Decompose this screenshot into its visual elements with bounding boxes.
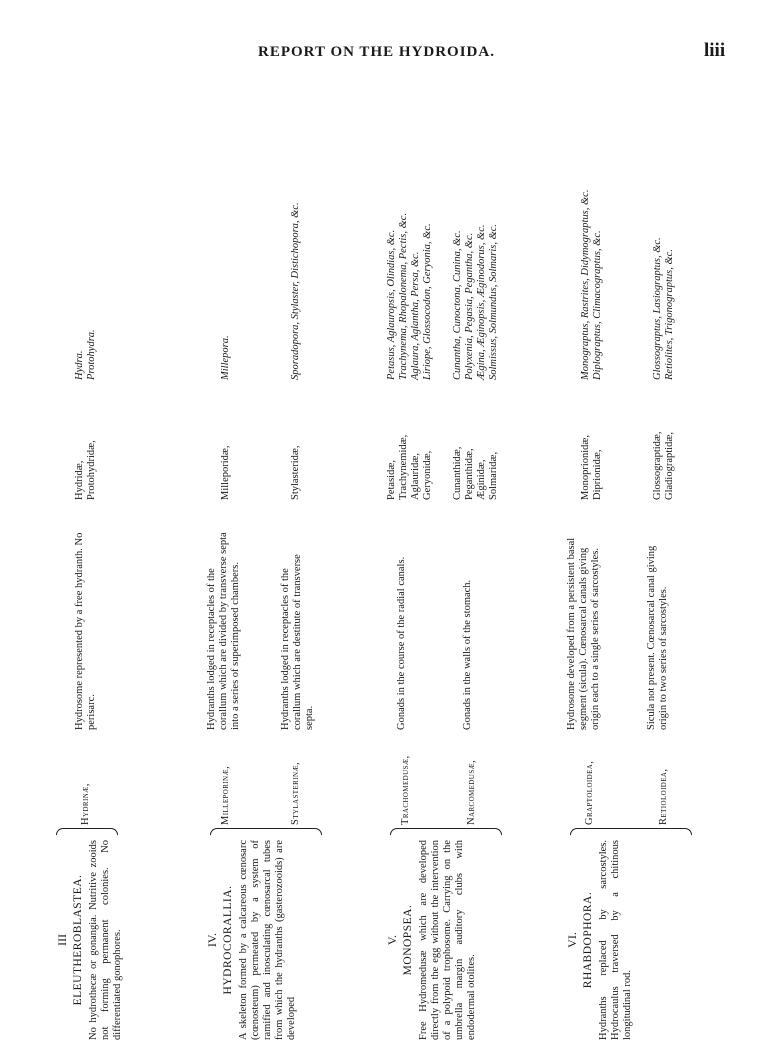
family-name: Diprionidæ, [592,449,603,500]
family-name: Monoprionidæ, [580,434,591,500]
order-name: MONOPSEA. [402,904,414,976]
suborder-description: Sicula not present. Cœnosarcal canal giving origin to two series of sarcostyles. [646,545,669,730]
suborder-description: Gonads in the course of the radial canals. [396,556,407,730]
order-description: Free Hydromedusæ which are developed directly from the egg without the intervention of a polypoid trophosome. Carrying on the umbrella margin auditory clubs with endodermal otolites. [418,840,477,1040]
suborder-description: Gonads in the walls of the stomach. [462,579,473,730]
order-cell [56,840,124,1040]
suborder-description: Hydrosome represented by a free hydranth. No perisarc. [74,532,97,730]
genera-line: Aglaura, Aglantha, Persa, &c. [410,251,421,380]
genera-line: Protohydra. [86,329,97,380]
genera-line: Trachynema, Rhopalonema, Pectis, &c. [398,212,409,380]
family-name: Protohydridæ, [86,440,97,500]
family-name: Gladiograptidæ, [664,432,675,500]
order-cell [386,840,478,1040]
genera-line: Solmissus, Solmundus, Solmaris, &c. [488,223,499,380]
genera-line: Monograptus, Rastrites, Didymograptus, &c. [580,189,591,380]
family-name: Milleporidæ, [220,445,231,500]
family-list [452,420,500,500]
genera-line: Diplograptus, Climacograptus, &c. [592,230,603,380]
family-list [386,420,434,500]
suborder-name: Narcomedusæ, [466,759,477,825]
family-name: Petasidæ, [386,460,397,500]
genera-line: Retiolites, Trigonograptus, &c. [664,249,675,380]
suborder-name: Milleporinæ, [220,765,231,825]
order-description: A skeleton formed by a calcareous cœnosarc (cœnosteum) permeated by a system of ramified and inosculating cœnosarcal tubes from which the hydranths (gasterozooids) are developed [238,840,297,1040]
genera-list [652,120,676,380]
genera-line: Polyxenia, Pegasia, Pegantha, &c. [464,232,475,380]
order-name: HYDROCORALLIA. [222,885,234,995]
genera-line: Petasus, Aglauropsis, Olindias, &c. [386,229,397,380]
genera-line: Cunantha, Cunoctona, Cunina, &c. [452,230,463,380]
family-name: Solmaridæ, [488,451,499,500]
order-name: RHABDOPHORA. [582,891,594,989]
suborder-name: Graptoloidea, [584,760,595,825]
genera-list [386,120,434,380]
family-list [652,420,676,500]
order-number: V. [385,934,399,946]
genera-line: Liriope, Glossocodon, Geryonia, &c. [422,223,433,380]
family-name: Æginidæ, [476,459,487,500]
genera-list [580,120,604,380]
family-name: Trachynemidæ, [398,434,409,500]
family-name: Glossograptidæ, [652,431,663,500]
genera-line: Ægina, Æginopsis, Æginodorus, &c. [476,224,487,380]
family-name: Cunanthidæ, [452,446,463,500]
order-brace [390,828,502,835]
suborder-description: Hydrosome developed from a persistent basal segment (sicula). Cœnosarcal canals giving origin each to a single series of sarcostyles. [566,537,601,730]
order-description: No hydrothecæ or gonangia. Nutritive zooids not forming permanent colonies. No differentiated gonophores. [88,840,123,1040]
family-name: Aglauridæ, [410,453,421,500]
family-list [74,420,98,500]
order-brace [210,828,322,835]
order-number: III [55,934,69,946]
suborder-name: Hydrinæ, [80,783,91,825]
page-number: liii [704,40,726,61]
genera-line: Hydra. [74,350,85,380]
order-brace [570,828,692,835]
family-name: Hydridæ, [74,460,85,500]
genera-line: Glossograptus, Lasiograptus, &c. [652,237,663,380]
family-name: Peganthidæ, [464,448,475,500]
order-cell [206,840,298,1040]
order-brace [56,828,118,835]
genera-line: Millepora. [220,335,231,380]
order-name: ELEUTHEROBLASTEA. [72,874,84,1006]
classification-table [56,120,726,1040]
suborder-description: Hydranths lodged in receptacles of the corallum which are divided by transverse septa into a series of superimposed chambers. [206,532,241,730]
order-cell [566,840,634,1040]
suborder-name: Stylasterinæ, [290,761,301,825]
running-title: REPORT ON THE HYDROIDA. [258,44,495,60]
genera-list [452,120,500,380]
order-number: IV. [205,932,219,948]
suborder-name: Trachomedusæ, [400,755,411,825]
genera-list [74,120,98,380]
family-list [580,420,604,500]
suborder-name: Retioloidea, [658,768,669,825]
family-name: Geryonidæ, [422,450,433,500]
order-description: Hydranths replaced by sarcostyles. Hydrocaulus traversed by a chitinous longitudinal rod. [598,840,633,1040]
genera-line: Sporadopora, Stylaster, Distichopora, &c. [290,202,301,380]
order-number: VI. [565,932,579,948]
page-header [0,38,776,68]
family-name: Stylasteridæ, [290,445,301,500]
suborder-description: Hydranths lodged in receptacles of the corallum which are destitute of transverse septa. [280,554,315,730]
